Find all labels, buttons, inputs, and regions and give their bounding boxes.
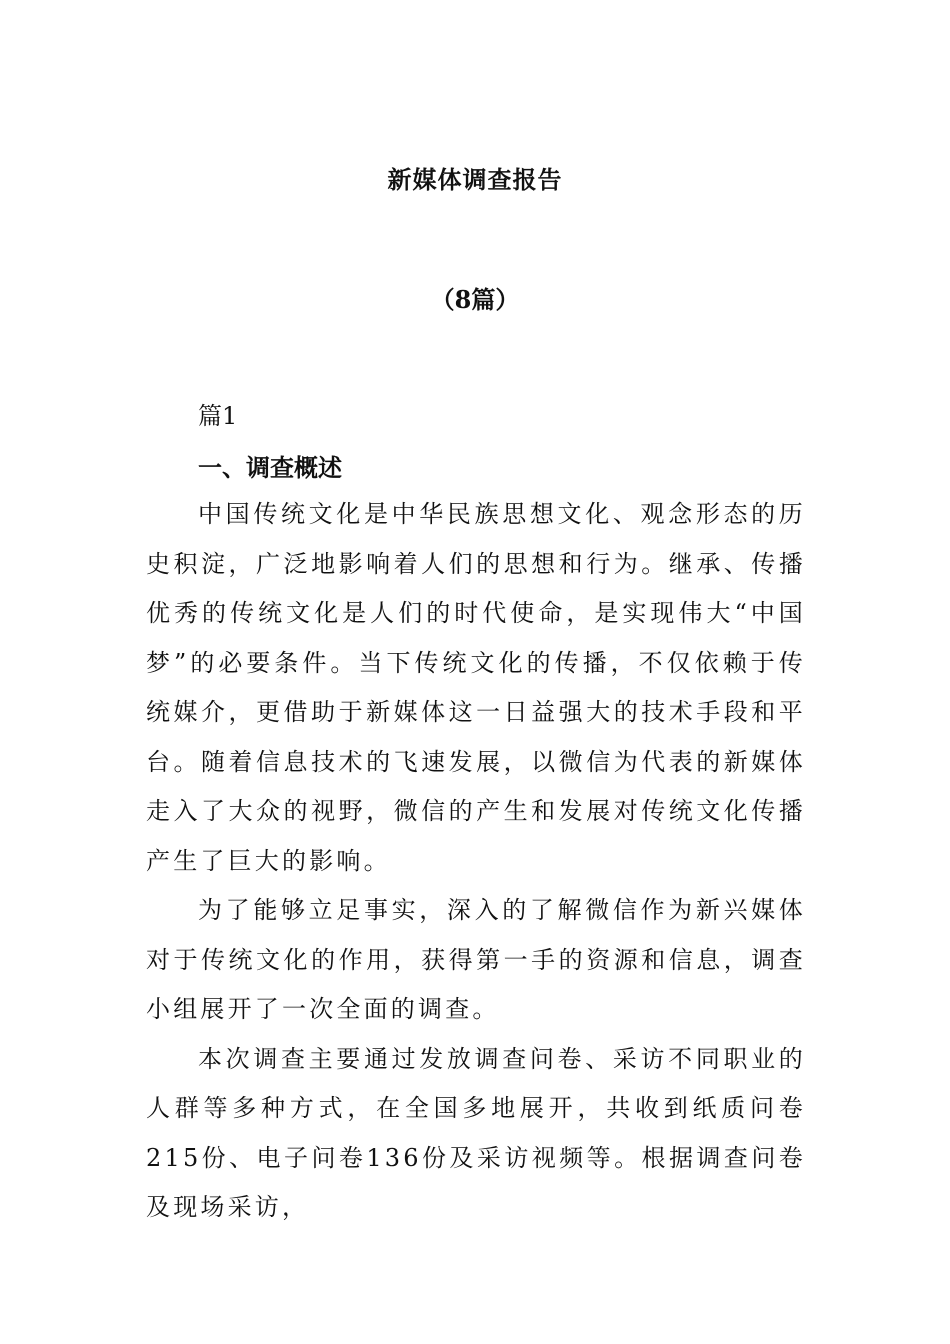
body-paragraph: 中国传统文化是中华民族思想文化、观念形态的历史积淀，广泛地影响着人们的思想和行为。继承、传播优秀的传统文化是人们的时代使命，是实现伟大“中国梦”的必要条件。当下传统文化的传播，不仅依赖于传统媒介，更借助于新媒体这一日益强大的技术手段和平台。随着信息技术的飞速发展，以微信为代表的新媒体走入了大众的视野，微信的产生和发展对传统文化传播产生了巨大的影响。	[146, 500, 806, 875]
document-subtitle: （8篇）	[430, 285, 520, 314]
body-paragraph: 本次调查主要通过发放调查问卷、采访不同职业的人群等多种方式，在全国多地展开，共收到纸质问卷215份、电子问卷136份及采访视频等。根据调查问卷及现场采访，	[146, 1044, 806, 1221]
document-title: 新媒体调查报告	[387, 165, 563, 194]
section-heading: 一、调查概述	[198, 453, 342, 482]
part-label: 篇1	[198, 402, 238, 430]
body-paragraph: 为了能够立足事实，深入的了解微信作为新兴媒体对于传统文化的作用，获得第一手的资源和信息，调查小组展开了一次全面的调查。	[146, 896, 806, 1023]
document-body	[146, 490, 806, 1233]
